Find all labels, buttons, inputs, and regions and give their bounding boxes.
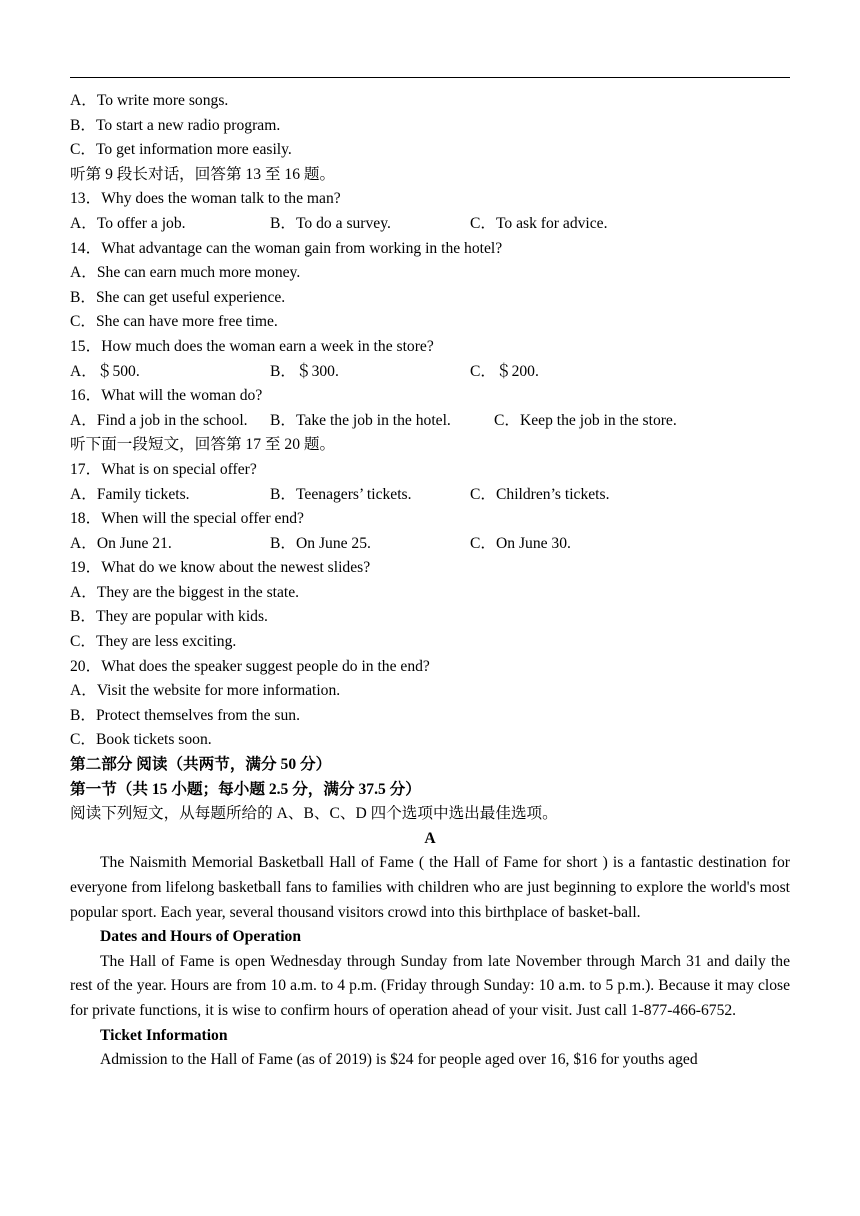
- q12-option-a: A．To write more songs.: [70, 92, 229, 109]
- instructions: 阅读下列短文，从每题所给的 A、B、C、D 四个选项中选出最佳选项。: [70, 805, 558, 823]
- section9-intro: 听第 9 段长对话，回答第 13 至 16 题。: [70, 165, 336, 183]
- q19-option-a: A．They are the biggest in the state.: [70, 583, 300, 601]
- q14-option-b: B．She can get useful experience.: [70, 288, 286, 306]
- ticket-paragraph: Admission to the Hall of Fame (as of 2019) is $24 for people aged over 16, $16 for youths aged: [100, 1051, 698, 1069]
- q16-options: [70, 409, 790, 434]
- q18-option-b: B．On June 25.: [270, 534, 371, 552]
- passage-letter: A: [424, 829, 436, 847]
- q20-question: 20．What does the speaker suggest people do in the end?: [70, 657, 430, 675]
- dates-paragraph: The Hall of Fame is open Wednesday through Sunday from late November through March 31 and daily the rest of the year. Hours are from 10 a.m. to 4 p.m. (Friday through Sunday: 10 a.m. to 5 p.m.). Because it may close for private functions, it is wise to confirm hours of operation ahead of your visit. Just call 1-877-466-6752.: [70, 952, 790, 1019]
- q20-option-a: A．Visit the website for more information.: [70, 682, 341, 700]
- q18-question: 18．When will the special offer end?: [70, 510, 304, 528]
- q15-question: 15．How much does the woman earn a week in the store?: [70, 337, 434, 355]
- dates-heading: Dates and Hours of Operation: [100, 928, 301, 946]
- q16-question: 16．What will the woman do?: [70, 387, 263, 405]
- q13-options: [70, 212, 790, 237]
- q18-option-a: A．On June 21.: [70, 534, 172, 552]
- q17-options: [70, 483, 790, 508]
- section1-heading: 第一节（共 15 小题；每小题 2.5 分，满分 37.5 分）: [70, 780, 421, 798]
- section10-intro: 听下面一段短文，回答第 17 至 20 题。: [70, 436, 336, 454]
- q12-option-b: B．To start a new radio program.: [70, 116, 281, 134]
- q19-option-b: B．They are popular with kids.: [70, 608, 268, 626]
- q13-option-b: B．To do a survey.: [270, 214, 391, 232]
- q19-option-c: C．They are less exciting.: [70, 633, 237, 651]
- q14-option-a: A．She can earn much more money.: [70, 264, 301, 282]
- q19-question: 19．What do we know about the newest slides?: [70, 559, 371, 577]
- q18-options: [70, 532, 790, 557]
- q20-option-b: B．Protect themselves from the sun.: [70, 706, 300, 724]
- q15-option-a: A．＄500.: [70, 362, 140, 380]
- q17-question: 17．What is on special offer?: [70, 460, 257, 478]
- q13-question: 13．Why does the woman talk to the man?: [70, 190, 341, 208]
- q13-option-a: A．To offer a job.: [70, 214, 186, 232]
- q15-option-c: C．＄200.: [470, 362, 539, 380]
- passage-intro-paragraph: The Naismith Memorial Basketball Hall of Fame ( the Hall of Fame for short ) is a fantastic destination for everyone from lifelong basketball fans to families with children who are just beginning to explore the world's most popular sport. Each year, several thousand visitors crowd into this birthplace of basket-ball.: [70, 854, 790, 921]
- q14-question: 14．What advantage can the woman gain from working in the hotel?: [70, 239, 503, 257]
- q16-option-a: A．Find a job in the school.: [70, 411, 248, 429]
- exam-page: [70, 89, 790, 1073]
- part2-heading: 第二部分 阅读（共两节，满分 50 分）: [70, 756, 332, 774]
- header-rule: [70, 77, 790, 78]
- q12-option-c: C．To get information more easily.: [70, 141, 292, 159]
- q17-option-b: B．Teenagers’ tickets.: [270, 485, 412, 503]
- q17-option-a: A．Family tickets.: [70, 485, 190, 503]
- q16-option-c: C．Keep the job in the store.: [494, 411, 677, 429]
- q15-options: [70, 360, 790, 385]
- q15-option-b: B．＄300.: [270, 362, 339, 380]
- ticket-heading: Ticket Information: [100, 1026, 228, 1044]
- q17-option-c: C．Children’s tickets.: [470, 485, 610, 503]
- q20-option-c: C．Book tickets soon.: [70, 731, 212, 749]
- q18-option-c: C．On June 30.: [470, 534, 571, 552]
- q13-option-c: C．To ask for advice.: [470, 214, 608, 232]
- q16-option-b: B．Take the job in the hotel.: [270, 411, 451, 429]
- q14-option-c: C．She can have more free time.: [70, 313, 278, 331]
